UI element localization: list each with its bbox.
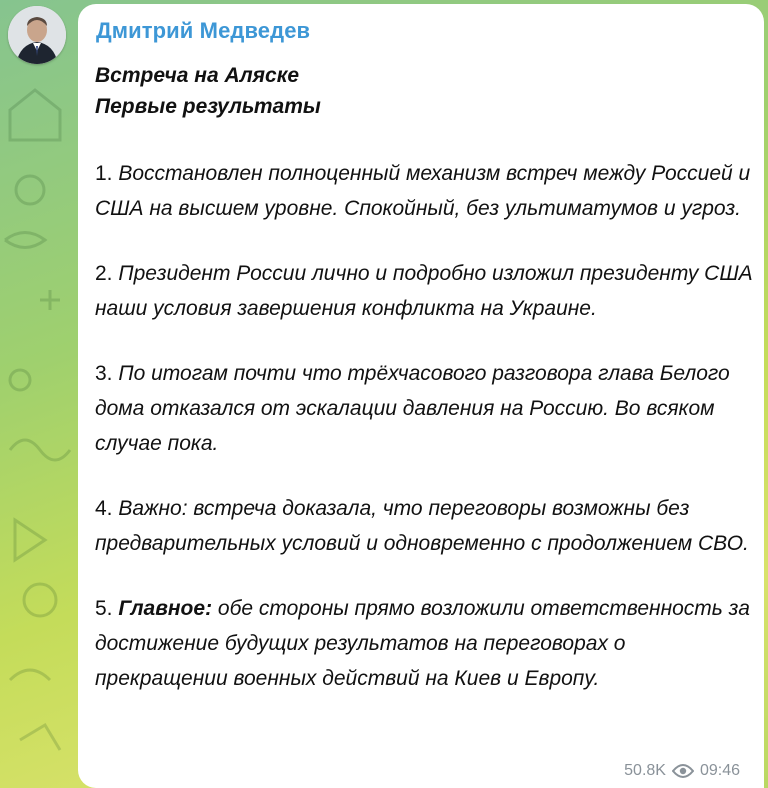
point-text: Восстановлен полноценный механизм встреч между Россией и США на высшем уровне. Спокойный, без ультиматумов и угроз.: [95, 162, 751, 220]
point-text: Важно: встреча доказала, что переговоры возможны без предварительных условий и одновременно с продолжением СВО.: [95, 497, 749, 555]
point-text: Президент России лично и подробно изложил президенту США наши условия завершения конфликта на Украине.: [95, 262, 753, 320]
eye-icon: [672, 764, 694, 778]
point-number: 1.: [95, 162, 113, 185]
point-text: обе стороны прямо возложили ответственность за достижение будущих результатов на переговорах о прекращении военных действий на Киев и Европу.: [95, 597, 750, 690]
point-number: 3.: [95, 362, 113, 385]
message-time: 09:46: [699, 762, 740, 779]
author-avatar[interactable]: [8, 6, 66, 64]
point-number: 2.: [95, 262, 113, 285]
message-meta: [624, 762, 740, 780]
point-text: По итогам почти что трёхчасового разговора глава Белого дома отказался от эскалации давления на Россию. Во всяком случае пока.: [95, 362, 730, 455]
point-2: [95, 256, 755, 326]
point-4: [95, 491, 755, 561]
point-5: [95, 591, 755, 696]
point-1: [95, 156, 755, 226]
author-avatar-icon: [8, 6, 66, 64]
point-number: 4.: [95, 497, 113, 520]
point-number: 5.: [95, 597, 113, 620]
message-bubble[interactable]: [78, 4, 764, 788]
post-title: [95, 60, 321, 122]
view-count: 50.8K: [624, 762, 666, 779]
post-points: [95, 156, 755, 726]
author-name[interactable]: Дмитрий Медведев: [96, 18, 311, 43]
post-title-line-1: Встреча на Аляске: [95, 64, 300, 87]
post-title-line-2: Первые результаты: [95, 95, 321, 118]
point-3: [95, 356, 755, 461]
point-keyword: Главное:: [118, 597, 213, 620]
